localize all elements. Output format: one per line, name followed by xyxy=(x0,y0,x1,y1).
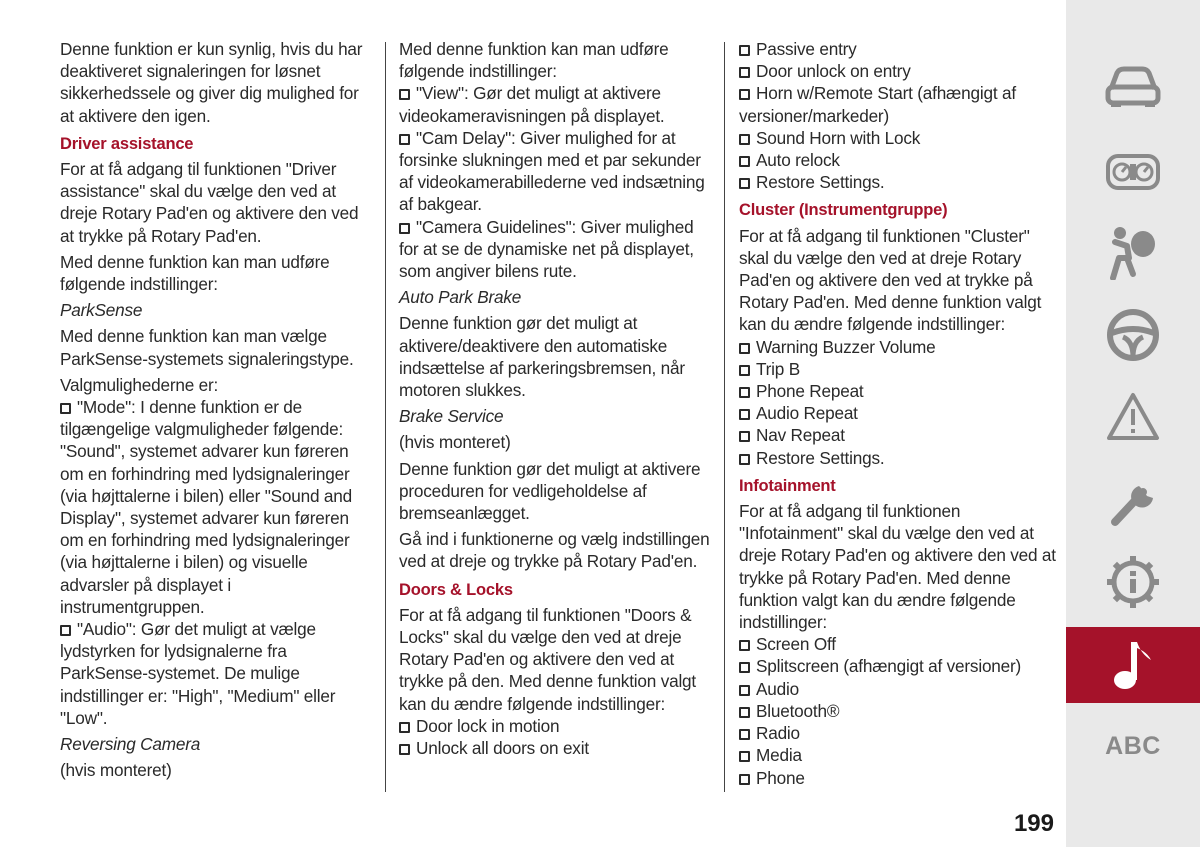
checkbox-bullet-icon xyxy=(399,722,410,733)
paragraph: Med denne funktion kan man udføre følgende indstillinger: xyxy=(399,39,669,82)
checkbox-bullet-icon xyxy=(739,134,750,145)
paragraph: For at få adgang til funktionen "Cluster" skal du vælge den ved at dreje Rotary Pad'en og aktivere den ved at trykke på Rotary Pad'en. Med denne funktion valgt kan du ændre følgende indstillinger: xyxy=(739,225,1042,335)
list-item: Bluetooth® xyxy=(739,700,1057,722)
checkbox-bullet-icon xyxy=(739,707,750,718)
subheading-brake-service: Brake Service xyxy=(399,406,504,427)
sidebar-item-multimedia[interactable] xyxy=(1066,627,1200,703)
list-item: Horn w/Remote Start (afhængigt af versioner/markeder) xyxy=(739,83,1016,126)
section-heading-infotainment: Infotainment xyxy=(739,476,836,495)
list-item: "Camera Guidelines": Giver mulighed for at se de dynamiske net på displayet, som angiver bilens rute. xyxy=(399,216,694,282)
dashboard-icon xyxy=(1105,152,1161,192)
sidebar-item-airbag[interactable] xyxy=(1066,217,1200,287)
checkbox-bullet-icon xyxy=(739,454,750,465)
list-item: Screen Off xyxy=(739,633,1057,655)
airbag-icon xyxy=(1105,224,1161,280)
sidebar-item-warning[interactable] xyxy=(1066,382,1200,452)
checkbox-bullet-icon xyxy=(739,365,750,376)
list-item: Passive entry xyxy=(739,38,1057,60)
list-item: Sound Horn with Lock xyxy=(739,127,1057,149)
checkbox-bullet-icon xyxy=(739,662,750,673)
paragraph: For at få adgang til funktionen "Driver assistance" skal du vælge den ved at dreje Rotary Pad'en og aktivere den ved at trykke på Rotary Pad'en. xyxy=(60,159,359,246)
list-item: "Audio": Gør det muligt at vælge lydstyrken for lydsignalerne fra ParkSense-systemet. De mulige indstillinger er: "High", "Medium" eller "Low". xyxy=(60,619,336,728)
section-heading-cluster: Cluster (Instrumentgruppe) xyxy=(739,201,948,220)
checkbox-bullet-icon xyxy=(739,387,750,398)
checkbox-bullet-icon xyxy=(739,685,750,696)
checkbox-bullet-icon xyxy=(399,134,410,145)
checkbox-bullet-icon xyxy=(739,640,750,651)
subheading-reversing-camera: Reversing Camera xyxy=(60,734,201,755)
text-column-2 xyxy=(399,38,717,759)
list-item: Door lock in motion xyxy=(399,715,717,737)
checkbox-bullet-icon xyxy=(60,403,71,414)
list-item: Auto relock xyxy=(739,149,1057,171)
list-item: Phone xyxy=(739,767,1057,789)
list-item: "Cam Delay": Giver mulighed for at forsinke slukningen med et par sekunder af videokamerabillederne ved indsætning af bakgear. xyxy=(399,127,705,215)
paragraph: For at få adgang til funktionen "Doors & Locks" skal du vælge den ved at dreje Rotary Pad'en og aktivere den ved at trykke på den. Med denne funktion valgt kan du ændre følgende indstillinger: xyxy=(399,604,696,714)
paragraph: Med denne funktion kan man udføre følgende indstillinger: xyxy=(60,251,330,295)
column-divider xyxy=(724,42,725,792)
paragraph: Gå ind i funktionerne og vælg indstillingen ved at dreje og trykke på Rotary Pad'en. xyxy=(399,529,710,572)
list-item: "View": Gør det muligt at aktivere videokameravisningen på displayet. xyxy=(399,83,665,126)
section-heading-driver-assistance: Driver assistance xyxy=(60,134,194,153)
paragraph: (hvis monteret) xyxy=(60,760,172,781)
steering-wheel-icon xyxy=(1105,307,1161,363)
checkbox-bullet-icon xyxy=(739,67,750,78)
checkbox-bullet-icon xyxy=(399,744,410,755)
list-item: Door unlock on entry xyxy=(739,60,1057,82)
subheading-auto-park-brake: Auto Park Brake xyxy=(399,287,522,308)
paragraph: Valgmulighederne er: xyxy=(60,374,219,395)
paragraph: For at få adgang til funktionen "Infotainment" skal du vælge den ved at dreje Rotary Pad'en og aktivere den ved at trykke på Rotary Pad'en. Med denne funktion valgt kan du ændre følgende indstillinger: xyxy=(739,501,1056,633)
paragraph: Denne funktion er kun synlig, hvis du har deaktiveret signaleringen for løsnet sikkerhedssele og giver dig mulighed for at aktivere den igen. xyxy=(60,39,363,126)
list-item: Restore Settings. xyxy=(739,171,1057,193)
chapter-sidebar xyxy=(1066,0,1200,847)
page-number: 199 xyxy=(1013,810,1054,837)
info-gear-icon xyxy=(1105,554,1161,610)
text-column-1 xyxy=(60,38,372,786)
list-item: Trip B xyxy=(739,358,1057,380)
list-item: Audio xyxy=(739,678,1057,700)
checkbox-bullet-icon xyxy=(739,343,750,354)
list-item: Media xyxy=(739,744,1057,766)
checkbox-bullet-icon xyxy=(739,431,750,442)
list-item: Splitscreen (afhængigt af versioner) xyxy=(739,655,1057,677)
sidebar-item-service[interactable] xyxy=(1066,465,1200,535)
list-item: Audio Repeat xyxy=(739,402,1057,424)
checkbox-bullet-icon xyxy=(739,156,750,167)
warning-triangle-icon xyxy=(1105,391,1161,443)
paragraph: Denne funktion gør det muligt at aktivere/deaktivere den automatiske indsættelse af parkeringsbremsen, når motoren slukkes. xyxy=(399,313,685,401)
checkbox-bullet-icon xyxy=(739,178,750,189)
paragraph: Denne funktion gør det muligt at aktivere proceduren for vedligeholdelse af bremseanlægget. xyxy=(399,458,701,524)
sidebar-item-info[interactable] xyxy=(1066,547,1200,617)
subheading-parksense: ParkSense xyxy=(60,300,143,321)
paragraph: Med denne funktion kan man vælge ParkSense-systemets signaleringstype. xyxy=(60,326,354,369)
list-item: Warning Buzzer Volume xyxy=(739,336,1057,358)
checkbox-bullet-icon xyxy=(739,774,750,785)
sidebar-item-dashboard[interactable] xyxy=(1066,137,1200,207)
list-item: Restore Settings. xyxy=(739,447,1057,469)
section-heading-doors-locks: Doors & Locks xyxy=(399,580,513,599)
text-column-3 xyxy=(739,38,1057,789)
paragraph: (hvis monteret) xyxy=(399,432,511,453)
checkbox-bullet-icon xyxy=(399,223,410,234)
list-item: "Mode": I denne funktion er de tilgængelige valgmuligheder følgende: "Sound", systemet advarer kun føreren om en forhindring med lydsignaleringer (via højttalerne i bilen) eller "Sound and Display", systemet advarer kun føreren om en forhindring med lydsignaleringer (via højttalerne i bilen) og visuelle advarsler på displayet i instrumentgruppen. xyxy=(60,397,352,617)
checkbox-bullet-icon xyxy=(739,45,750,56)
list-item: Unlock all doors on exit xyxy=(399,737,717,759)
sidebar-item-steering[interactable] xyxy=(1066,300,1200,370)
checkbox-bullet-icon xyxy=(739,409,750,420)
wrench-icon xyxy=(1105,472,1161,528)
sidebar-item-car[interactable] xyxy=(1066,52,1200,122)
list-item: Radio xyxy=(739,722,1057,744)
sidebar-item-index[interactable]: ABC xyxy=(1105,732,1161,760)
column-divider xyxy=(385,42,386,792)
list-item: Phone Repeat xyxy=(739,380,1057,402)
list-item: Nav Repeat xyxy=(739,424,1057,446)
car-icon xyxy=(1105,65,1161,109)
checkbox-bullet-icon xyxy=(399,89,410,100)
checkbox-bullet-icon xyxy=(739,89,750,100)
checkbox-bullet-icon xyxy=(739,751,750,762)
music-note-icon xyxy=(1111,638,1155,692)
checkbox-bullet-icon xyxy=(60,625,71,636)
checkbox-bullet-icon xyxy=(739,729,750,740)
